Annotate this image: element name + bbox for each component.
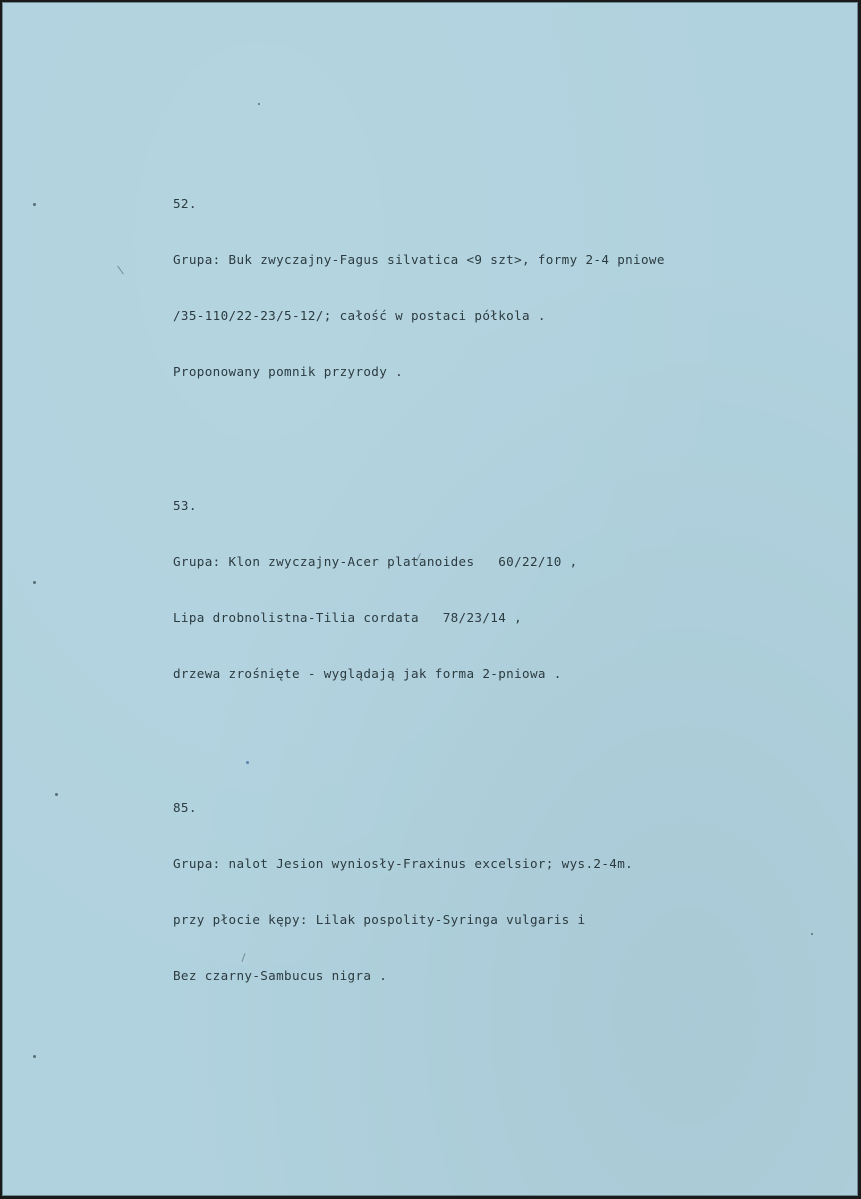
- paper-speck: [258, 103, 260, 105]
- entry-line: Proponowany pomnik przyrody .: [173, 364, 404, 379]
- entry-line: Bez czarny-Sambucus nigra .: [173, 968, 388, 983]
- entry-line: Grupa: Buk zwyczajny-Fagus silvatica <9 szt>, formy 2-4 pniowe: [173, 252, 665, 267]
- paper-mark: [117, 266, 124, 275]
- entry-line: przy płocie kępy: Lilak pospolity-Syringa vulgaris i: [173, 912, 586, 927]
- entry-85: [173, 765, 833, 1019]
- paper-speck: [33, 1055, 36, 1058]
- entry-number: 52.: [173, 196, 197, 211]
- entry-line: Lipa drobnolistna-Tilia cordata 78/23/14 ,: [173, 610, 523, 625]
- entry-number: 53.: [173, 498, 197, 513]
- entry-line: Grupa: nalot Jesion wyniosły-Fraxinus excelsior; wys.2-4m.: [173, 856, 634, 871]
- entry-line: /35-110/22-23/5-12/; całość w postaci półkola .: [173, 308, 546, 323]
- entry-52: [173, 161, 833, 415]
- entry-53: [173, 463, 833, 717]
- entry-line: drzewa zrośnięte - wyglądają jak forma 2-pniowa .: [173, 666, 562, 681]
- paper-speck: [33, 203, 36, 206]
- entry-number: 85.: [173, 800, 197, 815]
- document-page: [2, 2, 858, 1196]
- typed-text: [173, 131, 833, 1067]
- entry-line: Grupa: Klon zwyczajny-Acer platanoides 60/22/10 ,: [173, 554, 578, 569]
- paper-speck: [33, 581, 36, 584]
- paper-speck: [55, 793, 58, 796]
